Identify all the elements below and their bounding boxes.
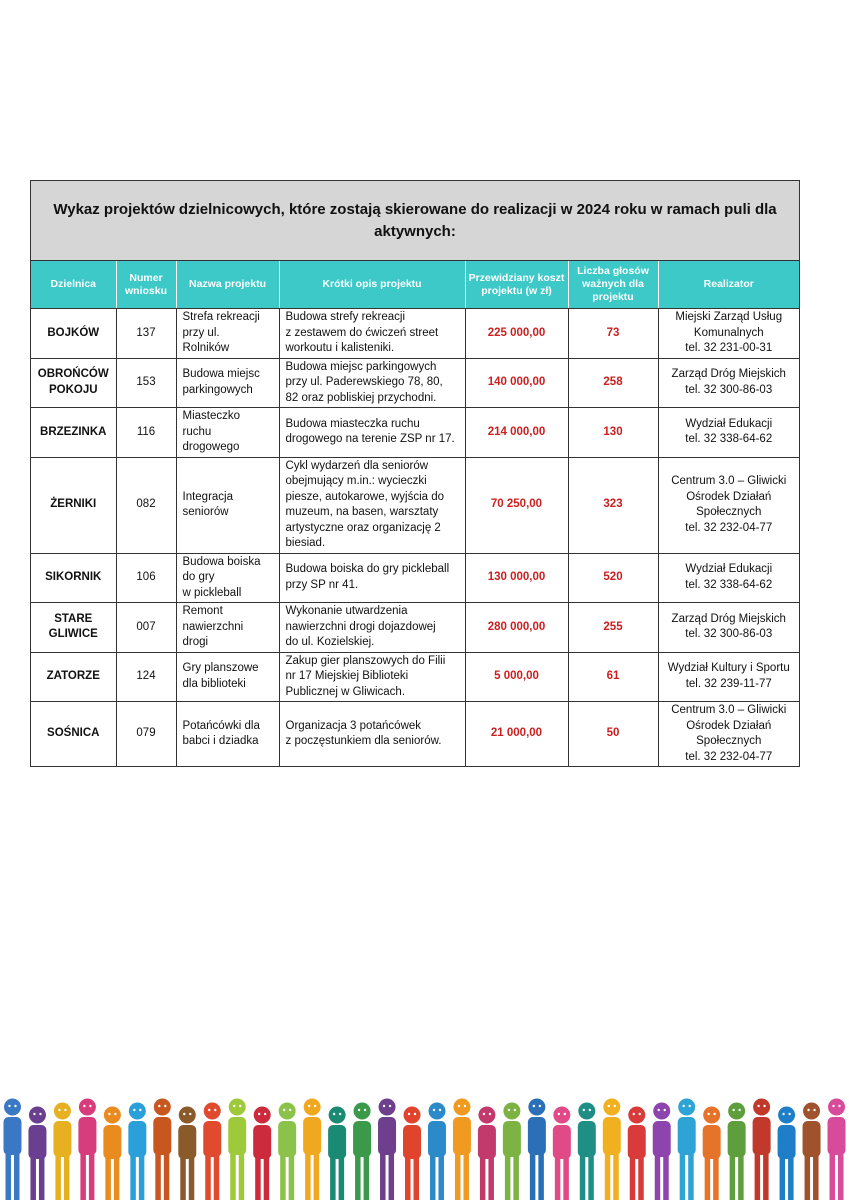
executor-cell <box>658 408 799 458</box>
person-figure <box>528 1099 546 1200</box>
person-figure <box>678 1099 696 1200</box>
executor-cell-line: Społecznych <box>696 735 762 747</box>
votes-cell: 323 <box>568 457 658 553</box>
name-cell-line: Miasteczko <box>182 410 241 422</box>
table-row <box>31 553 799 603</box>
description-cell-line: Budowa strefy rekreacji <box>285 311 406 323</box>
district-cell <box>31 408 116 458</box>
description-cell-line: przy SP nr 41. <box>285 578 359 591</box>
district-cell-line: BOJKÓW <box>47 326 100 339</box>
col-header-votes: Liczba głosów ważnych dla projektu <box>568 261 658 309</box>
executor-cell-line: Zarząd Dróg Miejskich <box>671 612 786 625</box>
votes-cell: 255 <box>568 603 658 653</box>
col-header-number: Numer wniosku <box>116 261 176 309</box>
executor-cell-line: Komunalnych <box>693 326 764 339</box>
name-cell-line: Gry planszowe <box>182 662 259 675</box>
name-cell-line: Budowa miejsc <box>182 368 260 381</box>
number-cell: 106 <box>116 553 176 603</box>
name-cell-line: ruchu <box>182 425 212 438</box>
person-figure <box>103 1107 121 1200</box>
person-figure <box>278 1103 296 1200</box>
executor-cell-line: tel. 32 300-86-03 <box>685 383 773 396</box>
district-cell-line: ŻERNIKI <box>50 498 97 511</box>
district-cell-line: GLIWICE <box>48 628 98 641</box>
table-body <box>31 309 799 767</box>
person-figure <box>328 1107 346 1200</box>
description-cell-line: 82 oraz pobliskiej przychodni. <box>285 391 437 404</box>
description-cell-line: piesze, autokarowe, wyjścia do <box>285 490 445 503</box>
description-cell <box>279 603 465 653</box>
table-row <box>31 358 799 408</box>
person-figure <box>478 1107 496 1200</box>
district-cell <box>31 702 116 767</box>
cost-cell: 5 000,00 <box>465 652 568 702</box>
description-cell-line: workoutu i kalisteniki. <box>285 342 395 354</box>
description-cell <box>279 702 465 767</box>
people-illustration <box>0 1085 849 1200</box>
name-cell-line: parkingowych <box>182 383 253 396</box>
cost-cell: 130 000,00 <box>465 553 568 603</box>
person-figure <box>353 1103 371 1200</box>
votes-cell: 130 <box>568 408 658 458</box>
executor-cell <box>658 309 799 359</box>
district-cell <box>31 358 116 408</box>
description-cell-line: Budowa miasteczka ruchu <box>285 417 420 430</box>
name-cell <box>176 408 279 458</box>
person-figure <box>3 1099 21 1200</box>
description-cell-line: do ul. Kozielskiej. <box>285 636 375 648</box>
district-cell-line: OBROŃCÓW <box>37 368 109 381</box>
district-cell-line: STARE <box>54 612 93 625</box>
person-figure <box>778 1107 796 1200</box>
number-cell: 079 <box>116 702 176 767</box>
description-cell <box>279 309 465 359</box>
person-figure <box>303 1099 321 1200</box>
district-cell <box>31 309 116 359</box>
person-figure <box>28 1107 46 1200</box>
number-cell: 007 <box>116 603 176 653</box>
person-figure <box>503 1103 521 1200</box>
person-figure <box>703 1107 721 1200</box>
executor-cell-line: tel. 32 239-11-77 <box>685 677 772 690</box>
district-cell-line: BRZEZINKA <box>40 425 107 438</box>
table-row <box>31 603 799 653</box>
name-cell-line: babci i dziadka <box>182 735 259 747</box>
project-list-sheet <box>30 180 800 767</box>
name-cell-line: nawierzchni <box>182 620 244 633</box>
executor-cell <box>658 457 799 553</box>
executor-cell-line: Wydział Kultury i Sportu <box>667 662 790 675</box>
executor-cell-line: tel. 32 300-86-03 <box>685 628 773 641</box>
person-figure <box>228 1099 246 1200</box>
person-figure <box>153 1099 171 1200</box>
name-cell-line: Rolników <box>182 342 230 354</box>
executor-cell-line: Wydział Edukacji <box>685 563 773 576</box>
table-row <box>31 408 799 458</box>
executor-cell-line: tel. 32 338-64-62 <box>685 433 773 446</box>
district-cell-line: ZATORZE <box>46 670 100 682</box>
executor-cell-line: Społecznych <box>696 506 762 518</box>
executor-cell-line: tel. 32 231-00-31 <box>685 342 773 354</box>
document-title: Wykaz projektów dzielnicowych, które zostają skierowane do realizacji w 2024 roku w ramach puli dla aktywnych: <box>31 181 799 261</box>
person-figure <box>378 1099 396 1200</box>
number-cell: 116 <box>116 408 176 458</box>
description-cell-line: biesiad. <box>285 537 326 549</box>
executor-cell <box>658 603 799 653</box>
name-cell <box>176 702 279 767</box>
description-cell-line: Publicznej w Gliwicach. <box>285 685 406 698</box>
name-cell <box>176 603 279 653</box>
person-figure <box>203 1103 221 1200</box>
name-cell-line: do gry <box>182 571 215 583</box>
number-cell: 082 <box>116 457 176 553</box>
description-cell <box>279 457 465 553</box>
name-cell-line: drogowego <box>182 441 240 453</box>
person-figure <box>453 1099 471 1200</box>
votes-cell: 258 <box>568 358 658 408</box>
executor-cell-line: Centrum 3.0 – Gliwicki <box>671 475 787 487</box>
person-figure <box>578 1103 596 1200</box>
table-row <box>31 652 799 702</box>
description-cell-line: artystyczne oraz organizację 2 <box>285 521 441 534</box>
description-cell <box>279 408 465 458</box>
description-cell <box>279 553 465 603</box>
person-figure <box>253 1107 271 1200</box>
district-cell-line: SOŚNICA <box>47 727 100 740</box>
executor-cell-line: Miejski Zarząd Usług <box>675 311 783 323</box>
executor-cell-line: tel. 32 232-04-77 <box>685 750 773 763</box>
description-cell-line: drogowego na terenie ZSP nr 17. <box>285 433 455 446</box>
person-figure <box>128 1103 146 1200</box>
description-cell-line: Budowa miejsc parkingowych <box>285 360 437 373</box>
person-figure <box>828 1099 846 1200</box>
person-figure <box>653 1103 671 1200</box>
executor-cell-line: Wydział Edukacji <box>685 417 773 430</box>
executor-cell <box>658 702 799 767</box>
person-figure <box>553 1107 571 1200</box>
col-header-description: Krótki opis projektu <box>279 261 465 309</box>
cost-cell: 21 000,00 <box>465 702 568 767</box>
district-cell-line: POKOJU <box>48 383 98 396</box>
description-cell-line: Budowa boiska do gry pickleball <box>285 563 450 576</box>
table-row <box>31 309 799 359</box>
name-cell <box>176 553 279 603</box>
description-cell <box>279 358 465 408</box>
name-cell-line: dla biblioteki <box>182 677 246 690</box>
name-cell-line: Potańcówki dla <box>182 719 260 732</box>
executor-cell <box>658 652 799 702</box>
executor-cell-line: tel. 32 338-64-62 <box>685 578 773 591</box>
description-cell-line: z zestawem do ćwiczeń street <box>285 326 439 339</box>
name-cell-line: Budowa boiska <box>182 555 261 568</box>
description-cell-line: Zakup gier planszowych do Filii <box>285 654 446 667</box>
votes-cell: 73 <box>568 309 658 359</box>
cost-cell: 280 000,00 <box>465 603 568 653</box>
description-cell-line: nr 17 Miejskiej Biblioteki <box>285 670 409 682</box>
description-cell-line: obejmujący m.in.: wycieczki <box>285 475 427 487</box>
person-figure <box>178 1107 196 1200</box>
person-figure <box>403 1107 421 1200</box>
executor-cell-line: Ośrodek Działań <box>686 490 772 503</box>
table-header-row <box>31 261 799 309</box>
name-cell <box>176 358 279 408</box>
district-cell <box>31 553 116 603</box>
votes-cell: 50 <box>568 702 658 767</box>
name-cell-line: Strefa rekreacji <box>182 311 260 323</box>
name-cell <box>176 457 279 553</box>
person-figure <box>78 1099 96 1200</box>
description-cell-line: Wykonanie utwardzenia <box>285 605 408 617</box>
name-cell-line: w pickleball <box>182 586 242 599</box>
person-figure <box>53 1103 71 1200</box>
description-cell-line: z poczęstunkiem dla seniorów. <box>285 735 442 747</box>
table-row <box>31 457 799 553</box>
projects-table <box>31 261 799 767</box>
description-cell-line: Cykl wydarzeń dla seniorów <box>285 459 429 472</box>
executor-cell <box>658 553 799 603</box>
votes-cell: 520 <box>568 553 658 603</box>
description-cell-line: przy ul. Paderewskiego 78, 80, <box>285 376 443 388</box>
col-header-cost: Przewidziany koszt projektu (w zł) <box>465 261 568 309</box>
district-cell <box>31 603 116 653</box>
name-cell-line: Integracja <box>182 490 234 503</box>
person-figure <box>753 1099 771 1200</box>
col-header-executor: Realizator <box>658 261 799 309</box>
description-cell-line: nawierzchni drogi dojazdowej <box>285 620 436 633</box>
executor-cell <box>658 358 799 408</box>
person-figure <box>728 1103 746 1200</box>
cost-cell: 225 000,00 <box>465 309 568 359</box>
name-cell <box>176 652 279 702</box>
number-cell: 153 <box>116 358 176 408</box>
person-figure <box>628 1107 646 1200</box>
executor-cell-line: Ośrodek Działań <box>686 719 772 732</box>
executor-cell-line: Centrum 3.0 – Gliwicki <box>671 704 787 716</box>
name-cell-line: przy ul. <box>182 326 220 339</box>
description-cell-line: muzeum, na basen, warsztaty <box>285 506 439 518</box>
description-cell <box>279 652 465 702</box>
person-figure <box>603 1099 621 1200</box>
number-cell: 124 <box>116 652 176 702</box>
executor-cell-line: tel. 32 232-04-77 <box>685 521 773 534</box>
district-cell-line: SIKORNIK <box>45 571 102 583</box>
cost-cell: 140 000,00 <box>465 358 568 408</box>
person-figure <box>428 1103 446 1200</box>
cost-cell: 214 000,00 <box>465 408 568 458</box>
number-cell: 137 <box>116 309 176 359</box>
col-header-district: Dzielnica <box>31 261 116 309</box>
name-cell-line: Remont <box>182 605 223 617</box>
votes-cell: 61 <box>568 652 658 702</box>
executor-cell-line: Zarząd Dróg Miejskich <box>671 368 786 381</box>
district-cell <box>31 457 116 553</box>
name-cell-line: seniorów <box>182 506 229 518</box>
name-cell <box>176 309 279 359</box>
district-cell <box>31 652 116 702</box>
col-header-name: Nazwa projektu <box>176 261 279 309</box>
cost-cell: 70 250,00 <box>465 457 568 553</box>
description-cell-line: Organizacja 3 potańcówek <box>285 719 422 732</box>
person-figure <box>803 1103 821 1200</box>
name-cell-line: drogi <box>182 636 209 648</box>
table-row <box>31 702 799 767</box>
